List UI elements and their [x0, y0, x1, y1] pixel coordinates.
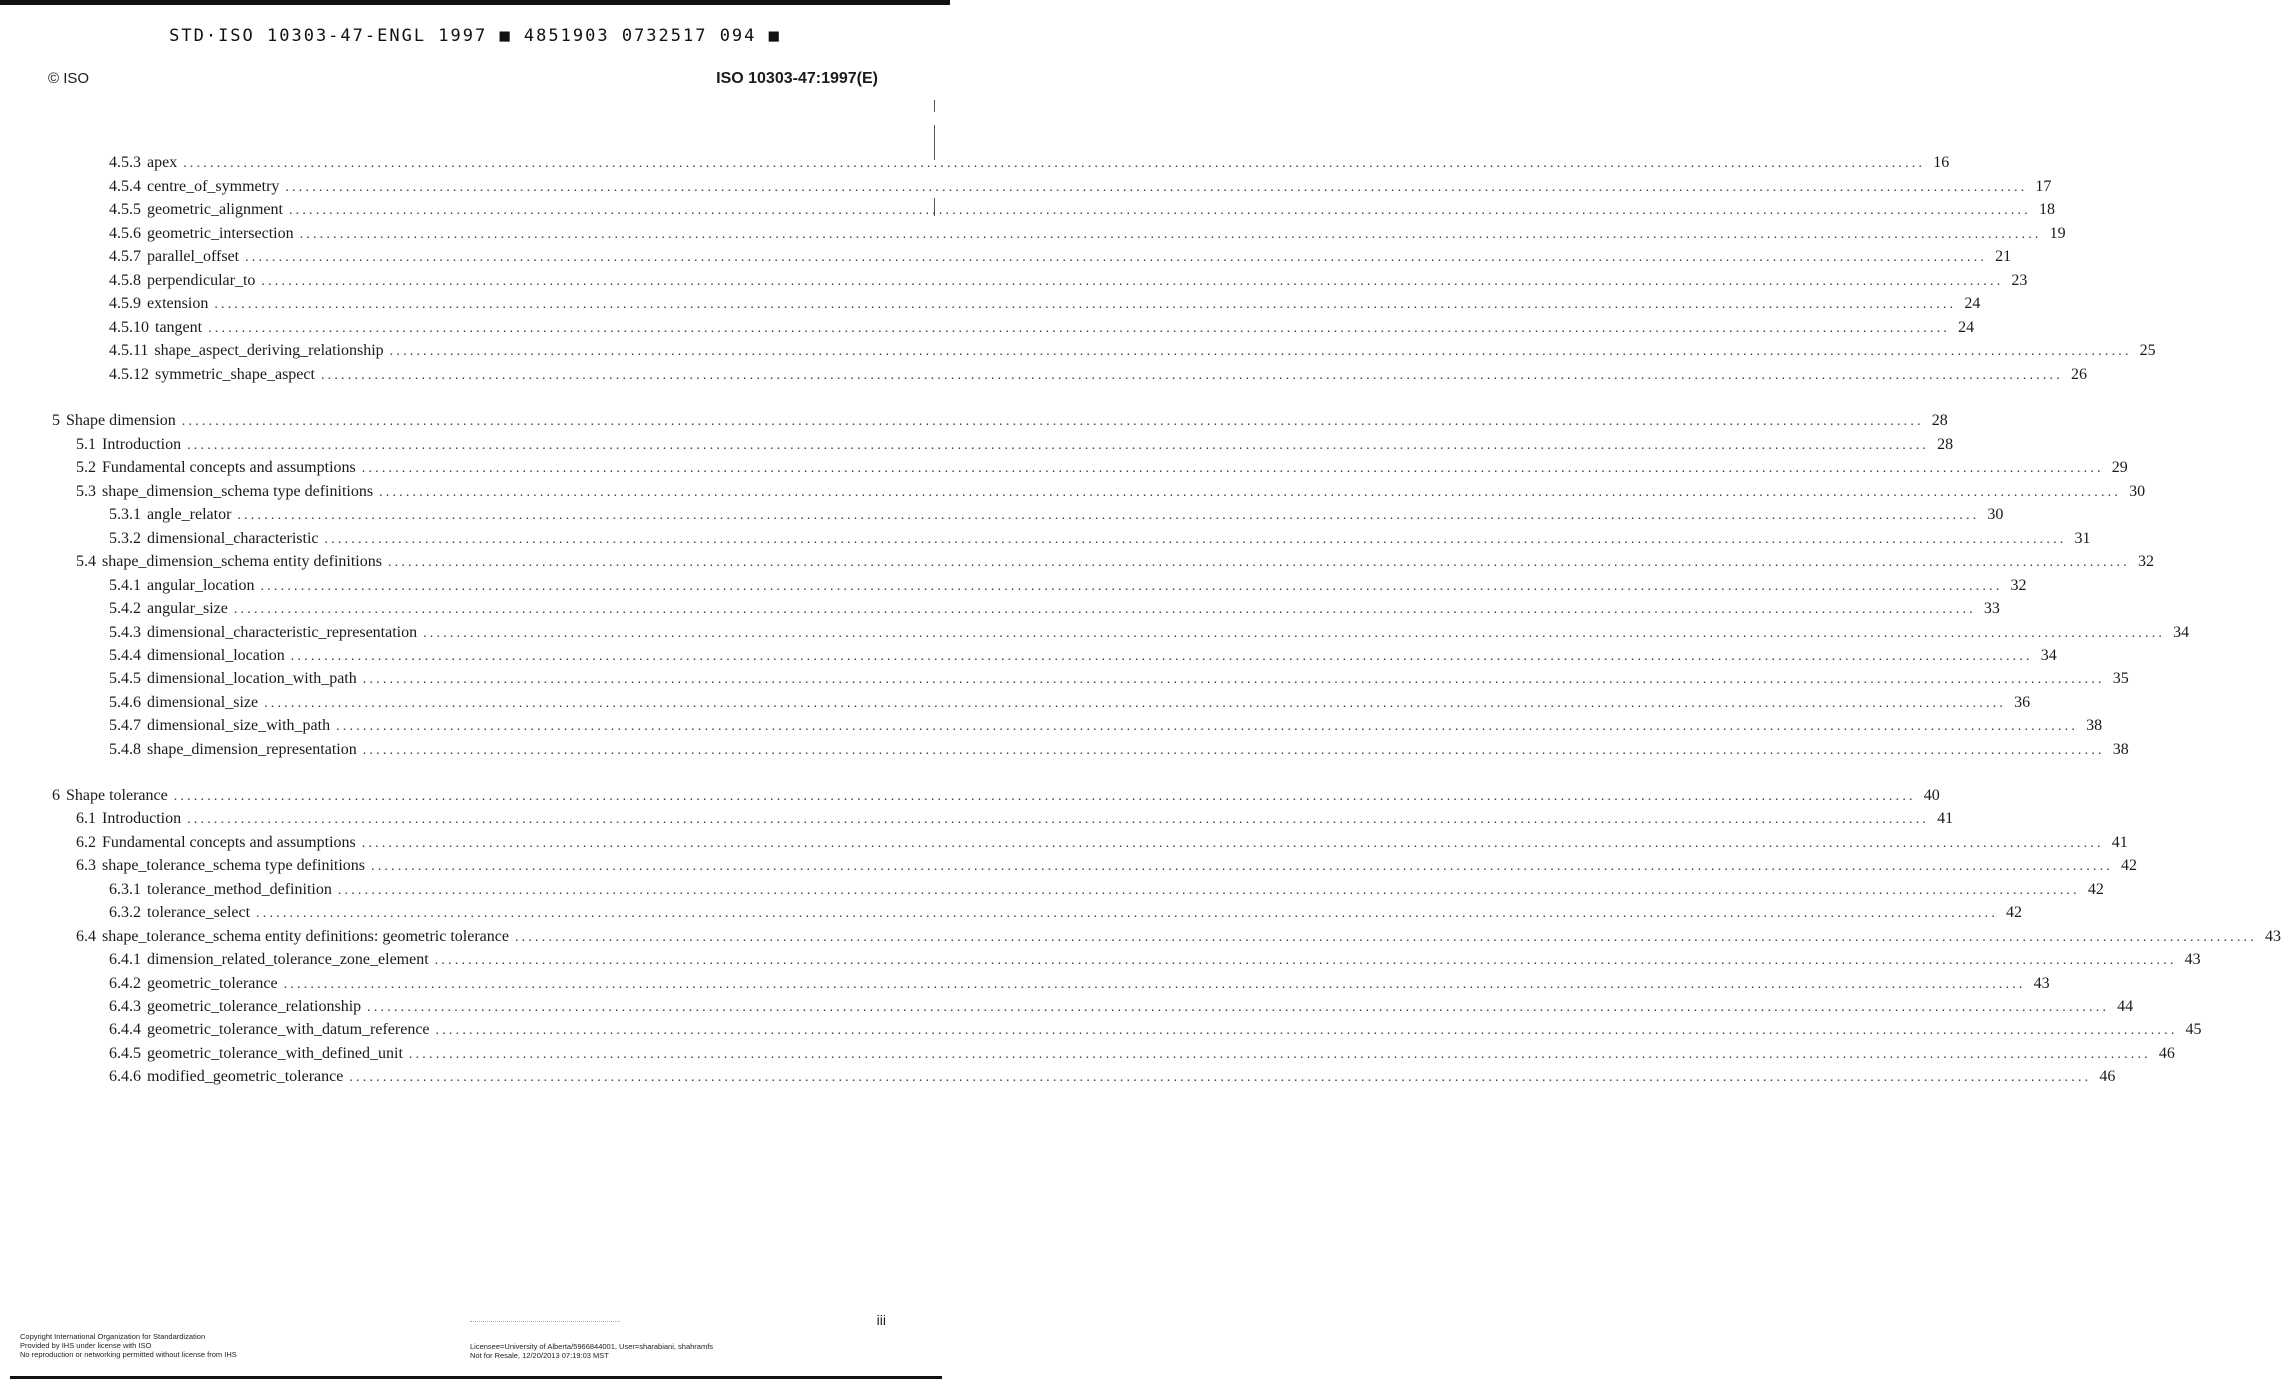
- toc-dot-leader: ....................................................................................................................................................................................................................................................................: [283, 977, 2026, 992]
- toc-entry-page: 43: [2184, 951, 2201, 968]
- top-rule: [0, 0, 950, 5]
- toc-dot-leader: ....................................................................................................................................................................................................................................................................: [264, 696, 2007, 711]
- toc-entry-title: modified_geometric_tolerance: [147, 1068, 344, 1085]
- toc-entry-page: 41: [1937, 810, 1954, 827]
- margin-mark: [934, 100, 935, 112]
- toc-entry-title: perpendicular_to: [147, 272, 256, 289]
- toc-entry-title: geometric_tolerance: [147, 975, 278, 992]
- toc-entry[interactable]: [109, 669, 2129, 689]
- footer-line: Copyright International Organization for Standardization: [20, 1332, 206, 1341]
- toc-entry-page: 42: [2006, 904, 2023, 921]
- toc-entry-page: 46: [2099, 1068, 2116, 1085]
- toc-entry[interactable]: [76, 927, 2281, 947]
- toc-entry-title: parallel_offset: [147, 248, 240, 265]
- page-number: iii: [876, 1312, 886, 1328]
- toc-entry[interactable]: [109, 1020, 2202, 1040]
- toc-entry-title: Introduction: [102, 436, 182, 453]
- toc-entry-number: 5.4.4: [109, 647, 141, 664]
- toc-entry-title: Shape tolerance: [66, 787, 168, 804]
- toc-dot-leader: ....................................................................................................................................................................................................................................................................: [181, 414, 1924, 429]
- toc-entry[interactable]: [109, 247, 2012, 267]
- toc-entry-page: 43: [2033, 975, 2050, 992]
- toc-entry-title: dimensional_location_with_path: [147, 670, 357, 687]
- toc-entry-number: 5: [52, 412, 60, 429]
- toc-entry-number: 5.3.1: [109, 506, 141, 523]
- toc-entry-page: 36: [2014, 694, 2031, 711]
- toc-entry-title: angle_relator: [147, 506, 232, 523]
- toc-entry-page: 31: [2074, 530, 2091, 547]
- toc-entry-page: 30: [2129, 483, 2146, 500]
- toc-entry-page: 17: [2035, 178, 2052, 195]
- toc-entry-title: geometric_intersection: [147, 225, 294, 242]
- toc-entry[interactable]: [109, 903, 2023, 923]
- toc-entry-page: 34: [2040, 647, 2057, 664]
- toc-entry[interactable]: [52, 411, 1948, 431]
- toc-entry-number: 4.5.12: [109, 366, 149, 383]
- toc-entry[interactable]: [109, 529, 2091, 549]
- toc-entry-number: 6: [52, 787, 60, 804]
- toc-entry-number: 5.4.3: [109, 624, 141, 641]
- toc-entry[interactable]: [109, 950, 2201, 970]
- toc-entry-number: 5.3: [76, 483, 96, 500]
- toc-entry-title: Shape dimension: [66, 412, 176, 429]
- toc-entry-number: 6.4.6: [109, 1068, 141, 1085]
- toc-entry[interactable]: [109, 1044, 2175, 1064]
- toc-entry[interactable]: [76, 856, 2138, 876]
- toc-entry[interactable]: [109, 224, 2066, 244]
- toc-entry-number: 4.5.11: [109, 342, 149, 359]
- toc-dot-leader: ....................................................................................................................................................................................................................................................................: [256, 906, 1999, 921]
- toc-entry-page: 34: [2173, 624, 2190, 641]
- toc-entry-number: 6.4.4: [109, 1021, 141, 1038]
- toc-entry[interactable]: [109, 997, 2134, 1017]
- toc-dot-leader: ....................................................................................................................................................................................................................................................................: [371, 859, 2114, 874]
- toc-entry-number: 5.4.1: [109, 577, 141, 594]
- toc-entry-page: 32: [2010, 577, 2027, 594]
- toc-entry-page: 28: [1937, 436, 1954, 453]
- toc-entry-page: 23: [2011, 272, 2028, 289]
- toc-entry[interactable]: [109, 880, 2104, 900]
- toc-entry-title: angular_location: [147, 577, 255, 594]
- toc-dot-leader: ....................................................................................................................................................................................................................................................................: [261, 274, 2004, 289]
- toc-entry-page: 24: [1958, 319, 1975, 336]
- toc-dot-leader: ....................................................................................................................................................................................................................................................................: [361, 836, 2104, 851]
- toc-entry-title: Fundamental concepts and assumptions: [102, 834, 356, 851]
- toc-dot-leader: ....................................................................................................................................................................................................................................................................: [408, 1047, 2151, 1062]
- toc-entry-page: 42: [2121, 857, 2138, 874]
- toc-entry[interactable]: [76, 809, 1954, 829]
- toc-entry-page: 30: [1987, 506, 2004, 523]
- footer-line: No reproduction or networking permitted without license from IHS: [20, 1350, 237, 1359]
- toc-entry[interactable]: [109, 153, 1950, 173]
- toc-entry[interactable]: [109, 505, 2004, 525]
- faint-dotted-mark: [470, 1321, 620, 1323]
- toc-dot-leader: ....................................................................................................................................................................................................................................................................: [362, 672, 2105, 687]
- toc-entry-page: 46: [2158, 1045, 2175, 1062]
- toc-entry[interactable]: [109, 693, 2031, 713]
- toc-dot-leader: ....................................................................................................................................................................................................................................................................: [245, 250, 1988, 265]
- toc-entry-number: 5.4.8: [109, 741, 141, 758]
- toc-entry[interactable]: [109, 365, 2087, 385]
- toc-entry-title: extension: [147, 295, 209, 312]
- toc-entry-number: 4.5.10: [109, 319, 149, 336]
- toc-entry-number: 6.4.2: [109, 975, 141, 992]
- toc-entry[interactable]: [109, 646, 2057, 666]
- header-copyright: © ISO: [48, 70, 90, 87]
- toc-entry-page: 19: [2049, 225, 2066, 242]
- toc-entry[interactable]: [76, 458, 2128, 478]
- toc-dot-leader: ....................................................................................................................................................................................................................................................................: [214, 297, 1957, 312]
- footer-license: [470, 1342, 713, 1360]
- toc-entry-number: 5.4.6: [109, 694, 141, 711]
- toc-entry-page: 25: [2139, 342, 2156, 359]
- document-stamp: STD·ISO 10303-47-ENGL 1997 ■ 4851903 0732517 094 ■: [169, 26, 781, 46]
- toc-entry[interactable]: [109, 1067, 2116, 1087]
- toc-entry-number: 4.5.9: [109, 295, 141, 312]
- toc-entry-title: angular_size: [147, 600, 228, 617]
- toc-entry-page: 24: [1964, 295, 1981, 312]
- toc-entry-page: 16: [1933, 154, 1950, 171]
- toc-entry-title: dimensional_characteristic: [147, 530, 319, 547]
- header-standard-id: ISO 10303-47:1997(E): [716, 70, 878, 87]
- toc-entry[interactable]: [109, 294, 1981, 314]
- toc-entry-number: 6.4.1: [109, 951, 141, 968]
- toc-dot-leader: ....................................................................................................................................................................................................................................................................: [362, 743, 2105, 758]
- toc-dot-leader: ....................................................................................................................................................................................................................................................................: [387, 555, 2130, 570]
- toc-entry[interactable]: [52, 786, 1940, 806]
- toc-entry-title: shape_dimension_schema type definitions: [102, 483, 374, 500]
- toc-entry-page: 41: [2111, 834, 2128, 851]
- toc-entry-page: 43: [2264, 928, 2281, 945]
- toc-entry-page: 32: [2137, 553, 2154, 570]
- toc-entry-number: 4.5.7: [109, 248, 141, 265]
- toc-entry-page: 33: [1983, 600, 2000, 617]
- toc-dot-leader: ....................................................................................................................................................................................................................................................................: [367, 1000, 2110, 1015]
- toc-entry-title: tangent: [155, 319, 203, 336]
- toc-entry-page: 18: [2038, 201, 2055, 218]
- toc-dot-leader: ....................................................................................................................................................................................................................................................................: [336, 719, 2079, 734]
- toc-entry-title: apex: [147, 154, 178, 171]
- toc-entry[interactable]: [76, 833, 2128, 853]
- toc-entry-page: 45: [2185, 1021, 2202, 1038]
- toc-entry[interactable]: [109, 200, 2055, 220]
- toc-entry-page: 26: [2070, 366, 2087, 383]
- toc-entry-number: 6.2: [76, 834, 96, 851]
- toc-entry-number: 4.5.6: [109, 225, 141, 242]
- footer-line: Not for Resale, 12/20/2013 07:19:03 MST: [470, 1351, 609, 1360]
- toc-entry[interactable]: [109, 341, 2156, 361]
- toc-dot-leader: ....................................................................................................................................................................................................................................................................: [285, 180, 2028, 195]
- toc-entry-number: 4.5.3: [109, 154, 141, 171]
- toc-entry-number: 6.4.5: [109, 1045, 141, 1062]
- toc-entry-number: 5.4.2: [109, 600, 141, 617]
- toc-entry-title: tolerance_select: [147, 904, 251, 921]
- toc-entry[interactable]: [109, 576, 2027, 596]
- toc-entry-number: 4.5.8: [109, 272, 141, 289]
- toc-entry[interactable]: [76, 482, 2146, 502]
- footer-line: Licensee=University of Alberta/5966844001, User=sharabiani, shahramfs: [470, 1342, 714, 1351]
- toc-entry-title: geometric_tolerance_with_datum_reference: [147, 1021, 430, 1038]
- toc-entry-title: centre_of_symmetry: [147, 178, 280, 195]
- toc-entry-title: shape_tolerance_schema type definitions: [102, 857, 366, 874]
- toc-entry-number: 6.4.3: [109, 998, 141, 1015]
- toc-entry-title: geometric_tolerance_with_defined_unit: [147, 1045, 403, 1062]
- toc-dot-leader: ....................................................................................................................................................................................................................................................................: [260, 579, 2003, 594]
- toc-dot-leader: ....................................................................................................................................................................................................................................................................: [187, 812, 1930, 827]
- toc-dot-leader: ....................................................................................................................................................................................................................................................................: [290, 649, 2033, 664]
- toc-dot-leader: ....................................................................................................................................................................................................................................................................: [514, 930, 2257, 945]
- toc-entry-title: dimensional_size: [147, 694, 259, 711]
- toc-entry-title: Introduction: [102, 810, 182, 827]
- toc-dot-leader: ....................................................................................................................................................................................................................................................................: [288, 203, 2031, 218]
- toc-dot-leader: ....................................................................................................................................................................................................................................................................: [324, 532, 2067, 547]
- toc-entry[interactable]: [76, 435, 1954, 455]
- toc-entry-page: 29: [2111, 459, 2128, 476]
- toc-dot-leader: ....................................................................................................................................................................................................................................................................: [379, 485, 2122, 500]
- toc-entry-page: 44: [2117, 998, 2134, 1015]
- toc-entry-number: 4.5.4: [109, 178, 141, 195]
- toc-dot-leader: ....................................................................................................................................................................................................................................................................: [435, 1023, 2178, 1038]
- toc-entry[interactable]: [109, 599, 2000, 619]
- toc-entry-number: 5.4.7: [109, 717, 141, 734]
- toc-dot-leader: ....................................................................................................................................................................................................................................................................: [337, 883, 2080, 898]
- toc-entry-title: geometric_alignment: [147, 201, 283, 218]
- toc-entry[interactable]: [76, 552, 2154, 572]
- toc-dot-leader: ....................................................................................................................................................................................................................................................................: [187, 438, 1930, 453]
- toc-entry-page: 38: [2086, 717, 2103, 734]
- toc-dot-leader: ....................................................................................................................................................................................................................................................................: [233, 602, 1976, 617]
- toc-entry-title: shape_dimension_schema entity definitions: [102, 553, 382, 570]
- toc-entry-number: 6.4: [76, 928, 96, 945]
- toc-entry[interactable]: [109, 974, 2050, 994]
- toc-dot-leader: ....................................................................................................................................................................................................................................................................: [423, 626, 2166, 641]
- toc-dot-leader: ....................................................................................................................................................................................................................................................................: [237, 508, 1980, 523]
- toc-entry-number: 4.5.5: [109, 201, 141, 218]
- toc-dot-leader: ....................................................................................................................................................................................................................................................................: [361, 461, 2104, 476]
- toc-entry-title: shape_tolerance_schema entity definitions: geometric tolerance: [102, 928, 509, 945]
- toc-entry-number: 6.3.1: [109, 881, 141, 898]
- toc-dot-leader: ....................................................................................................................................................................................................................................................................: [389, 344, 2132, 359]
- toc-dot-leader: ....................................................................................................................................................................................................................................................................: [299, 227, 2042, 242]
- toc-entry[interactable]: [109, 318, 1975, 338]
- toc-entry-page: 35: [2112, 670, 2129, 687]
- toc-entry-title: dimensional_location: [147, 647, 285, 664]
- toc-entry-title: dimensional_characteristic_representation: [147, 624, 418, 641]
- toc-entry-page: 38: [2112, 741, 2129, 758]
- toc-entry-title: symmetric_shape_aspect: [155, 366, 315, 383]
- toc-entry-page: 40: [1923, 787, 1940, 804]
- toc-entry-number: 5.2: [76, 459, 96, 476]
- toc-entry-page: 42: [2087, 881, 2104, 898]
- toc-entry-page: 21: [1995, 248, 2012, 265]
- toc-entry-title: dimension_related_tolerance_zone_element: [147, 951, 429, 968]
- footer-copyright: [20, 1332, 237, 1359]
- toc-dot-leader: ....................................................................................................................................................................................................................................................................: [320, 368, 2063, 383]
- toc-entry-number: 6.3.2: [109, 904, 141, 921]
- toc-dot-leader: ....................................................................................................................................................................................................................................................................: [349, 1070, 2092, 1085]
- toc-entry-number: 5.1: [76, 436, 96, 453]
- toc-dot-leader: ....................................................................................................................................................................................................................................................................: [183, 156, 1926, 171]
- toc-entry-title: Fundamental concepts and assumptions: [102, 459, 356, 476]
- toc-entry-number: 6.1: [76, 810, 96, 827]
- toc-entry-number: 5.3.2: [109, 530, 141, 547]
- toc-entry-number: 5.4: [76, 553, 96, 570]
- toc-dot-leader: ....................................................................................................................................................................................................................................................................: [173, 789, 1916, 804]
- toc-entry[interactable]: [109, 177, 2052, 197]
- toc-entry-number: 5.4.5: [109, 670, 141, 687]
- toc-entry[interactable]: [109, 271, 2028, 291]
- footer-line: Provided by IHS under license with ISO: [20, 1341, 152, 1350]
- toc-entry-title: shape_aspect_deriving_relationship: [154, 342, 384, 359]
- toc-entry-title: shape_dimension_representation: [147, 741, 357, 758]
- toc-dot-leader: ....................................................................................................................................................................................................................................................................: [434, 953, 2177, 968]
- toc-entry-page: 28: [1931, 412, 1948, 429]
- toc-entry[interactable]: [109, 716, 2103, 736]
- toc-entry-title: dimensional_size_with_path: [147, 717, 331, 734]
- toc-entry-number: 6.3: [76, 857, 96, 874]
- toc-dot-leader: ....................................................................................................................................................................................................................................................................: [208, 321, 1951, 336]
- toc-entry[interactable]: [109, 623, 2190, 643]
- toc-entry-title: geometric_tolerance_relationship: [147, 998, 362, 1015]
- bottom-rule: [10, 1376, 942, 1379]
- toc-entry[interactable]: [109, 740, 2129, 760]
- toc-entry-title: tolerance_method_definition: [147, 881, 332, 898]
